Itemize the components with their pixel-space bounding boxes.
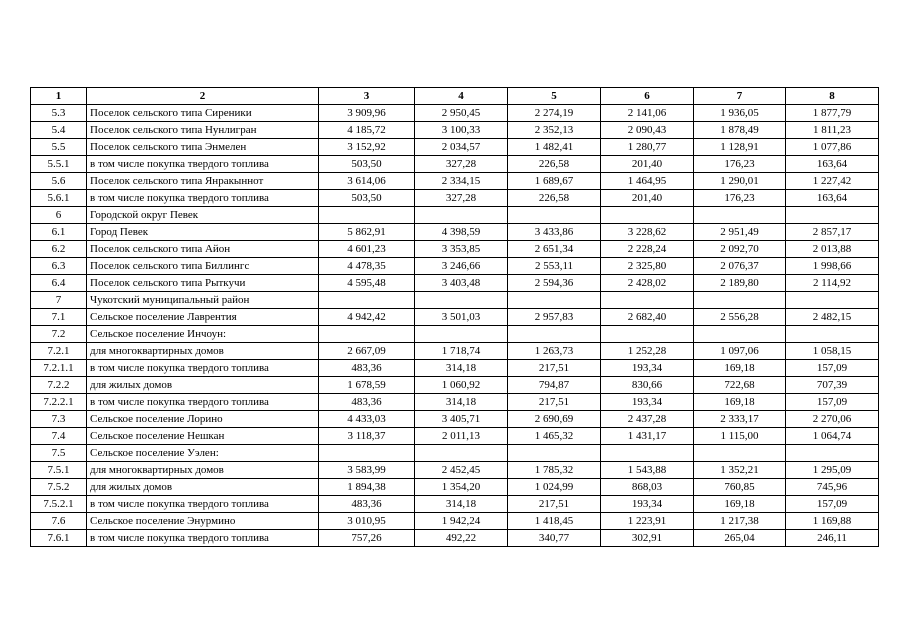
row-number-cell: 5.5 (31, 139, 87, 156)
value-cell (601, 207, 694, 224)
value-cell: 327,28 (415, 156, 508, 173)
value-cell: 169,18 (694, 394, 786, 411)
value-cell (508, 292, 601, 309)
column-header: 3 (319, 88, 415, 105)
table-row (31, 241, 879, 258)
value-cell: 3 353,85 (415, 241, 508, 258)
row-name-cell: Поселок сельского типа Рыткучи (87, 275, 319, 292)
row-number-cell: 6.1 (31, 224, 87, 241)
value-cell: 169,18 (694, 360, 786, 377)
row-number-cell: 7 (31, 292, 87, 309)
table-row (31, 207, 879, 224)
value-cell: 2 682,40 (601, 309, 694, 326)
value-cell: 2 090,43 (601, 122, 694, 139)
row-number-cell: 7.3 (31, 411, 87, 428)
value-cell: 193,34 (601, 360, 694, 377)
value-cell (694, 445, 786, 462)
row-number-cell: 7.2.2 (31, 377, 87, 394)
row-name-cell: Сельское поселение Нешкан (87, 428, 319, 445)
row-name-cell: для многоквартирных домов (87, 343, 319, 360)
value-cell: 265,04 (694, 530, 786, 547)
table-row (31, 275, 879, 292)
value-cell (415, 326, 508, 343)
value-cell (415, 292, 508, 309)
column-header: 7 (694, 88, 786, 105)
value-cell: 1 811,23 (786, 122, 879, 139)
value-cell: 1 942,24 (415, 513, 508, 530)
value-cell: 2 325,80 (601, 258, 694, 275)
table-row (31, 173, 879, 190)
value-cell: 217,51 (508, 496, 601, 513)
row-name-cell: Сельское поселение Энурмино (87, 513, 319, 530)
row-name-cell: для жилых домов (87, 479, 319, 496)
value-cell (786, 207, 879, 224)
table-row (31, 445, 879, 462)
value-cell (786, 292, 879, 309)
value-cell: 2 957,83 (508, 309, 601, 326)
value-cell: 1 280,77 (601, 139, 694, 156)
value-cell: 1 058,15 (786, 343, 879, 360)
row-name-cell: Поселок сельского типа Энмелен (87, 139, 319, 156)
value-cell: 4 433,03 (319, 411, 415, 428)
table-header-row (31, 88, 879, 105)
value-cell: 1 128,91 (694, 139, 786, 156)
row-number-cell: 6.4 (31, 275, 87, 292)
value-cell: 1 252,28 (601, 343, 694, 360)
value-cell: 1 024,99 (508, 479, 601, 496)
value-cell: 193,34 (601, 496, 694, 513)
value-cell: 3 152,92 (319, 139, 415, 156)
value-cell: 226,58 (508, 156, 601, 173)
row-name-cell: в том числе покупка твердого топлива (87, 360, 319, 377)
value-cell: 2 352,13 (508, 122, 601, 139)
value-cell: 2 667,09 (319, 343, 415, 360)
value-cell: 340,77 (508, 530, 601, 547)
value-cell: 3 010,95 (319, 513, 415, 530)
value-cell: 1 290,01 (694, 173, 786, 190)
row-name-cell: в том числе покупка твердого топлива (87, 394, 319, 411)
value-cell: 1 785,32 (508, 462, 601, 479)
value-cell: 2 482,15 (786, 309, 879, 326)
value-cell (319, 292, 415, 309)
value-cell (319, 207, 415, 224)
row-number-cell: 7.5 (31, 445, 87, 462)
row-number-cell: 5.3 (31, 105, 87, 122)
value-cell (786, 326, 879, 343)
row-number-cell: 5.6.1 (31, 190, 87, 207)
value-cell (601, 292, 694, 309)
value-cell: 1 877,79 (786, 105, 879, 122)
value-cell (694, 292, 786, 309)
row-number-cell: 7.2.2.1 (31, 394, 87, 411)
table-row (31, 343, 879, 360)
value-cell: 1 352,21 (694, 462, 786, 479)
value-cell: 1 465,32 (508, 428, 601, 445)
value-cell: 2 950,45 (415, 105, 508, 122)
table-row (31, 428, 879, 445)
table-row (31, 530, 879, 547)
value-cell: 4 942,42 (319, 309, 415, 326)
value-cell (415, 445, 508, 462)
row-number-cell: 7.2 (31, 326, 87, 343)
table-body (31, 105, 879, 547)
value-cell (786, 445, 879, 462)
value-cell: 3 100,33 (415, 122, 508, 139)
value-cell: 4 595,48 (319, 275, 415, 292)
value-cell: 1 263,73 (508, 343, 601, 360)
value-cell: 722,68 (694, 377, 786, 394)
value-cell: 745,96 (786, 479, 879, 496)
value-cell: 4 185,72 (319, 122, 415, 139)
value-cell: 1 689,67 (508, 173, 601, 190)
value-cell: 314,18 (415, 496, 508, 513)
row-name-cell: Поселок сельского типа Биллингс (87, 258, 319, 275)
table-row (31, 139, 879, 156)
value-cell: 1 169,88 (786, 513, 879, 530)
value-cell: 1 227,42 (786, 173, 879, 190)
table-row (31, 360, 879, 377)
value-cell: 1 464,95 (601, 173, 694, 190)
value-cell: 217,51 (508, 360, 601, 377)
value-cell (694, 207, 786, 224)
value-cell: 2 092,70 (694, 241, 786, 258)
value-cell: 327,28 (415, 190, 508, 207)
row-number-cell: 7.5.1 (31, 462, 87, 479)
value-cell: 314,18 (415, 360, 508, 377)
row-name-cell: для многоквартирных домов (87, 462, 319, 479)
value-cell: 1 543,88 (601, 462, 694, 479)
table-row (31, 496, 879, 513)
row-number-cell: 7.2.1.1 (31, 360, 87, 377)
row-number-cell: 7.5.2.1 (31, 496, 87, 513)
value-cell: 2 013,88 (786, 241, 879, 258)
table-row (31, 326, 879, 343)
value-cell: 794,87 (508, 377, 601, 394)
value-cell: 1 894,38 (319, 479, 415, 496)
value-cell: 157,09 (786, 360, 879, 377)
value-cell: 2 553,11 (508, 258, 601, 275)
value-cell: 163,64 (786, 190, 879, 207)
value-cell: 2 452,45 (415, 462, 508, 479)
value-cell: 176,23 (694, 190, 786, 207)
value-cell: 1 718,74 (415, 343, 508, 360)
value-cell: 1 223,91 (601, 513, 694, 530)
value-cell: 2 228,24 (601, 241, 694, 258)
table-row (31, 292, 879, 309)
value-cell (508, 326, 601, 343)
row-number-cell: 7.5.2 (31, 479, 87, 496)
table-row (31, 479, 879, 496)
value-cell (601, 326, 694, 343)
value-cell: 5 862,91 (319, 224, 415, 241)
row-name-cell: Сельское поселение Лорино (87, 411, 319, 428)
value-cell: 3 246,66 (415, 258, 508, 275)
value-cell: 1 431,17 (601, 428, 694, 445)
value-cell: 1 936,05 (694, 105, 786, 122)
table-row (31, 462, 879, 479)
value-cell: 176,23 (694, 156, 786, 173)
value-cell (319, 326, 415, 343)
value-cell: 2 437,28 (601, 411, 694, 428)
row-number-cell: 5.5.1 (31, 156, 87, 173)
row-name-cell: Поселок сельского типа Сиреники (87, 105, 319, 122)
value-cell: 2 189,80 (694, 275, 786, 292)
table-row (31, 258, 879, 275)
value-cell (508, 445, 601, 462)
value-cell: 757,26 (319, 530, 415, 547)
value-cell: 483,36 (319, 496, 415, 513)
value-cell: 1 077,86 (786, 139, 879, 156)
value-cell: 246,11 (786, 530, 879, 547)
table-row (31, 394, 879, 411)
value-cell: 1 064,74 (786, 428, 879, 445)
row-name-cell: для жилых домов (87, 377, 319, 394)
value-cell: 2 333,17 (694, 411, 786, 428)
value-cell: 157,09 (786, 496, 879, 513)
value-cell: 760,85 (694, 479, 786, 496)
value-cell: 1 482,41 (508, 139, 601, 156)
value-cell: 830,66 (601, 377, 694, 394)
value-cell: 2 076,37 (694, 258, 786, 275)
row-name-cell: Поселок сельского типа Нунлигран (87, 122, 319, 139)
value-cell: 169,18 (694, 496, 786, 513)
value-cell: 3 405,71 (415, 411, 508, 428)
value-cell: 1 295,09 (786, 462, 879, 479)
row-number-cell: 6.3 (31, 258, 87, 275)
value-cell: 2 428,02 (601, 275, 694, 292)
value-cell: 492,22 (415, 530, 508, 547)
value-cell: 2 114,92 (786, 275, 879, 292)
row-name-cell: в том числе покупка твердого топлива (87, 156, 319, 173)
value-cell: 3 228,62 (601, 224, 694, 241)
table-row (31, 377, 879, 394)
value-cell: 2 334,15 (415, 173, 508, 190)
value-cell: 1 998,66 (786, 258, 879, 275)
value-cell: 868,03 (601, 479, 694, 496)
value-cell: 2 951,49 (694, 224, 786, 241)
value-cell: 4 601,23 (319, 241, 415, 258)
row-number-cell: 5.4 (31, 122, 87, 139)
table-row (31, 122, 879, 139)
row-name-cell: в том числе покупка твердого топлива (87, 190, 319, 207)
row-number-cell: 7.4 (31, 428, 87, 445)
value-cell: 4 478,35 (319, 258, 415, 275)
value-cell: 1 115,00 (694, 428, 786, 445)
value-cell: 1 678,59 (319, 377, 415, 394)
column-header: 8 (786, 88, 879, 105)
column-header: 2 (87, 88, 319, 105)
value-cell: 503,50 (319, 156, 415, 173)
value-cell: 157,09 (786, 394, 879, 411)
table-row (31, 156, 879, 173)
row-number-cell: 7.2.1 (31, 343, 87, 360)
row-name-cell: Чукотский муниципальный район (87, 292, 319, 309)
row-number-cell: 7.6.1 (31, 530, 87, 547)
value-cell: 2 594,36 (508, 275, 601, 292)
value-cell: 3 118,37 (319, 428, 415, 445)
row-name-cell: Сельское поселение Уэлен: (87, 445, 319, 462)
table-row (31, 513, 879, 530)
value-cell: 483,36 (319, 360, 415, 377)
value-cell: 2 270,06 (786, 411, 879, 428)
value-cell: 1 060,92 (415, 377, 508, 394)
value-cell: 3 433,86 (508, 224, 601, 241)
value-cell (508, 207, 601, 224)
value-cell: 302,91 (601, 530, 694, 547)
value-cell: 201,40 (601, 156, 694, 173)
value-cell: 1 878,49 (694, 122, 786, 139)
value-cell (319, 445, 415, 462)
value-cell: 2 651,34 (508, 241, 601, 258)
value-cell (601, 445, 694, 462)
value-cell: 2 034,57 (415, 139, 508, 156)
value-cell (694, 326, 786, 343)
value-cell: 1 418,45 (508, 513, 601, 530)
column-header: 6 (601, 88, 694, 105)
row-name-cell: в том числе покупка твердого топлива (87, 530, 319, 547)
row-number-cell: 5.6 (31, 173, 87, 190)
row-name-cell: Городской округ Певек (87, 207, 319, 224)
value-cell: 2 690,69 (508, 411, 601, 428)
row-name-cell: Поселок сельского типа Айон (87, 241, 319, 258)
table-row (31, 309, 879, 326)
value-cell: 3 501,03 (415, 309, 508, 326)
row-number-cell: 6 (31, 207, 87, 224)
column-header: 4 (415, 88, 508, 105)
table-row (31, 224, 879, 241)
value-cell: 3 909,96 (319, 105, 415, 122)
value-cell: 314,18 (415, 394, 508, 411)
row-name-cell: Поселок сельского типа Янракыннот (87, 173, 319, 190)
row-name-cell: Сельское поселение Лаврентия (87, 309, 319, 326)
value-cell: 483,36 (319, 394, 415, 411)
column-header: 1 (31, 88, 87, 105)
value-cell: 2 274,19 (508, 105, 601, 122)
table-row (31, 190, 879, 207)
data-table (30, 87, 879, 547)
value-cell: 1 217,38 (694, 513, 786, 530)
value-cell: 3 403,48 (415, 275, 508, 292)
value-cell: 226,58 (508, 190, 601, 207)
row-number-cell: 7.6 (31, 513, 87, 530)
value-cell: 163,64 (786, 156, 879, 173)
row-name-cell: Сельское поселение Инчоун: (87, 326, 319, 343)
value-cell: 1 354,20 (415, 479, 508, 496)
value-cell: 707,39 (786, 377, 879, 394)
value-cell: 2 011,13 (415, 428, 508, 445)
value-cell: 201,40 (601, 190, 694, 207)
value-cell: 2 857,17 (786, 224, 879, 241)
value-cell (415, 207, 508, 224)
table-row (31, 411, 879, 428)
value-cell: 217,51 (508, 394, 601, 411)
table-row (31, 105, 879, 122)
row-number-cell: 6.2 (31, 241, 87, 258)
value-cell: 503,50 (319, 190, 415, 207)
value-cell: 4 398,59 (415, 224, 508, 241)
column-header: 5 (508, 88, 601, 105)
row-number-cell: 7.1 (31, 309, 87, 326)
value-cell: 3 614,06 (319, 173, 415, 190)
value-cell: 2 556,28 (694, 309, 786, 326)
value-cell: 1 097,06 (694, 343, 786, 360)
row-name-cell: Город Певек (87, 224, 319, 241)
value-cell: 193,34 (601, 394, 694, 411)
value-cell: 2 141,06 (601, 105, 694, 122)
row-name-cell: в том числе покупка твердого топлива (87, 496, 319, 513)
value-cell: 3 583,99 (319, 462, 415, 479)
